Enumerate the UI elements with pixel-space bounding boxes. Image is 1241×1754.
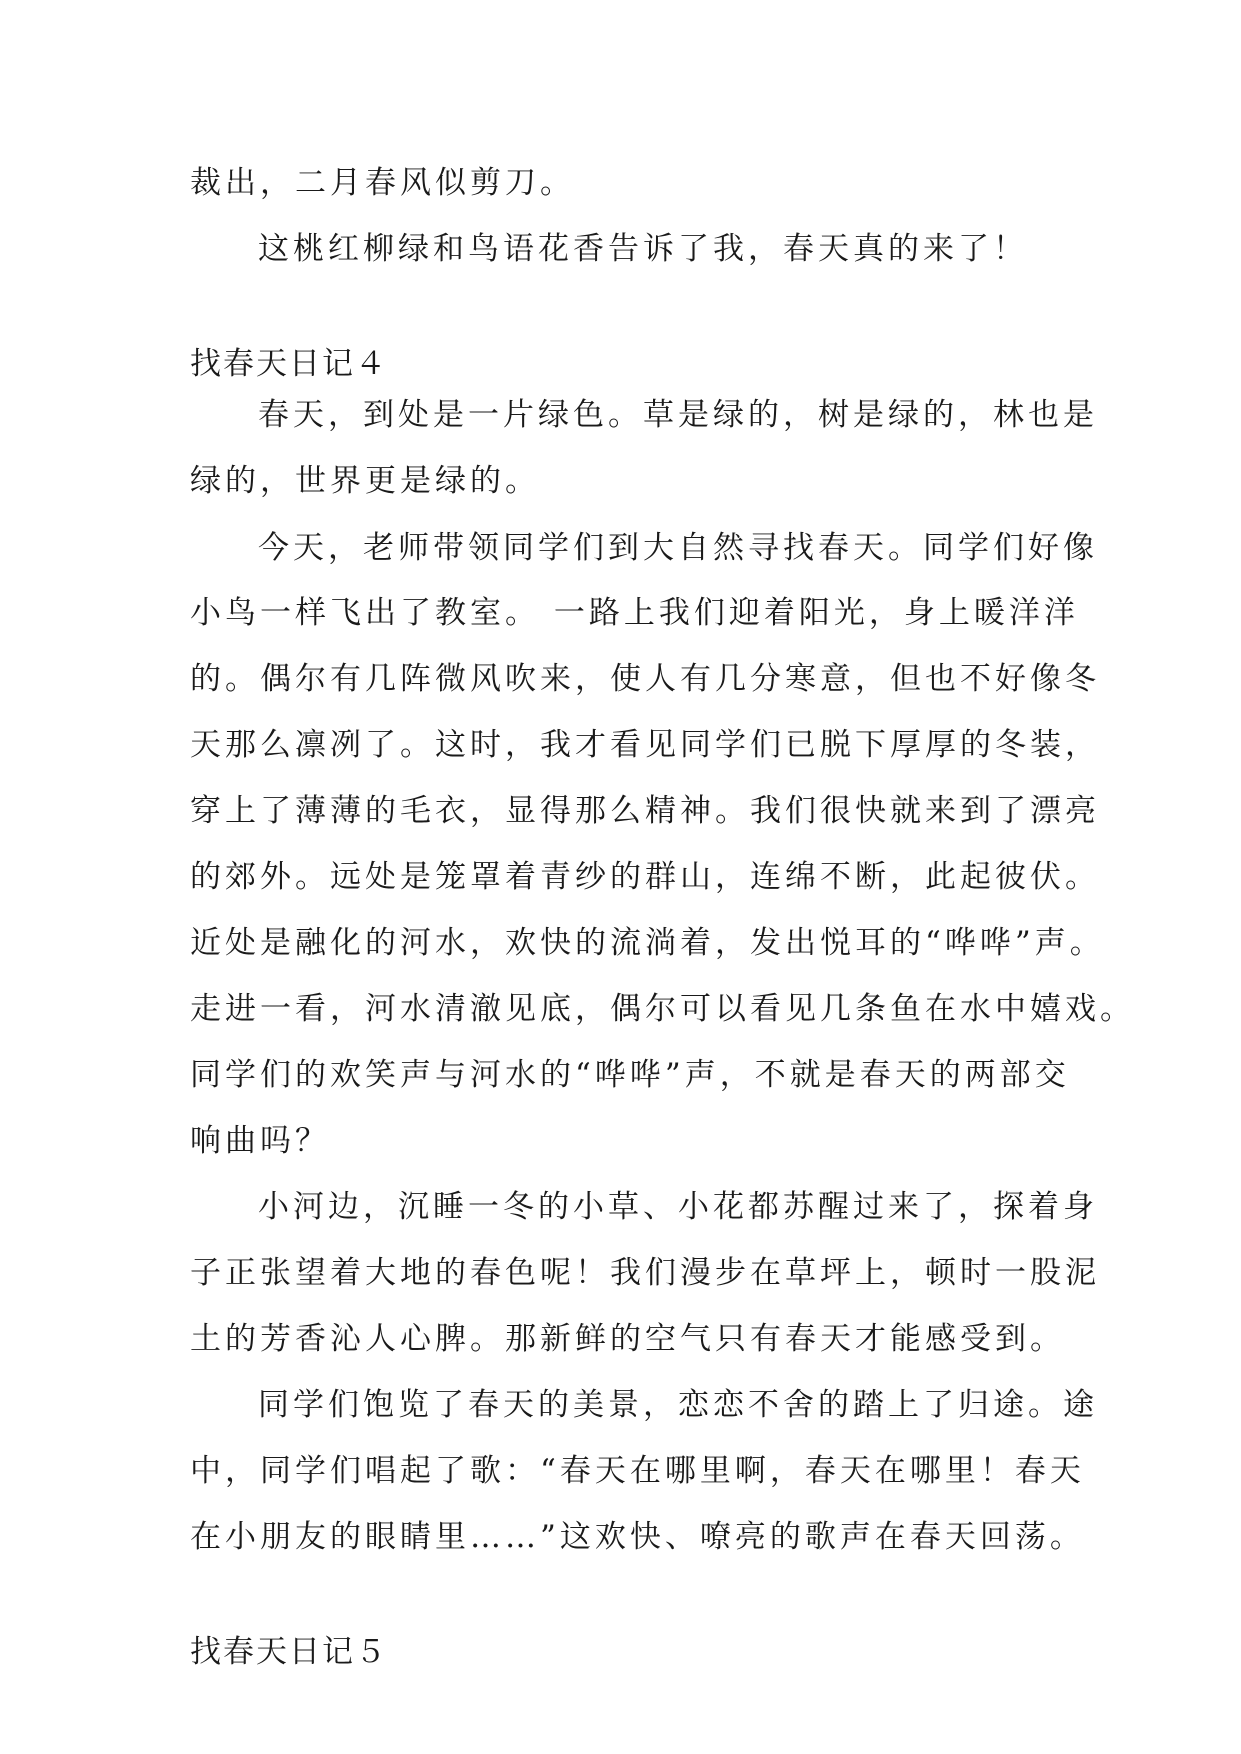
paragraph-line: 的。偶尔有几阵微风吹来，使人有几分寒意，但也不好像冬 [190,661,1100,697]
paragraph-line: 同学们饱览了春天的美景，恋恋不舍的踏上了归途。途 [258,1387,1098,1423]
paragraph-line: 子正张望着大地的春色呢！我们漫步在草坪上，顿时一股泥 [190,1255,1100,1291]
paragraph-line: 走进一看，河水清澈见底，偶尔可以看见几条鱼在水中嬉戏。 [190,991,1135,1027]
paragraph-line: 这桃红柳绿和鸟语花香告诉了我，春天真的来了！ [258,231,1028,267]
section-heading-4: 找春天日记４ [190,346,388,382]
paragraph-line: 中，同学们唱起了歌：“春天在哪里啊，春天在哪里！春天 [190,1453,1085,1489]
paragraph-line: 小河边，沉睡一冬的小草、小花都苏醒过来了，探着身 [258,1189,1098,1225]
paragraph-line: 响曲吗？ [190,1123,330,1159]
paragraph-line: 今天，老师带领同学们到大自然寻找春天。同学们好像 [258,530,1098,566]
paragraph-line: 天那么凛冽了。这时，我才看见同学们已脱下厚厚的冬装， [190,727,1100,763]
paragraph-line: 同学们的欢笑声与河水的“哗哗”声，不就是春天的两部交 [190,1057,1070,1093]
paragraph-line: 在小朋友的眼睛里……”这欢快、嘹亮的歌声在春天回荡。 [190,1519,1085,1555]
paragraph-line: 绿的，世界更是绿的。 [190,463,540,499]
paragraph-line: 的郊外。远处是笼罩着青纱的群山，连绵不断，此起彼伏。 [190,859,1100,895]
paragraph-line: 裁出，二月春风似剪刀。 [190,165,575,201]
paragraph-line: 土的芳香沁人心脾。那新鲜的空气只有春天才能感受到。 [190,1321,1065,1357]
paragraph-line: 小鸟一样飞出了教室。 一路上我们迎着阳光，身上暖洋洋 [190,595,1079,631]
section-heading-5: 找春天日记５ [190,1634,388,1670]
paragraph-line: 穿上了薄薄的毛衣，显得那么精神。我们很快就来到了漂亮 [190,793,1100,829]
paragraph-line: 近处是融化的河水，欢快的流淌着，发出悦耳的“哗哗”声。 [190,925,1105,961]
paragraph-line: 春天，到处是一片绿色。草是绿的，树是绿的，林也是 [258,397,1098,433]
